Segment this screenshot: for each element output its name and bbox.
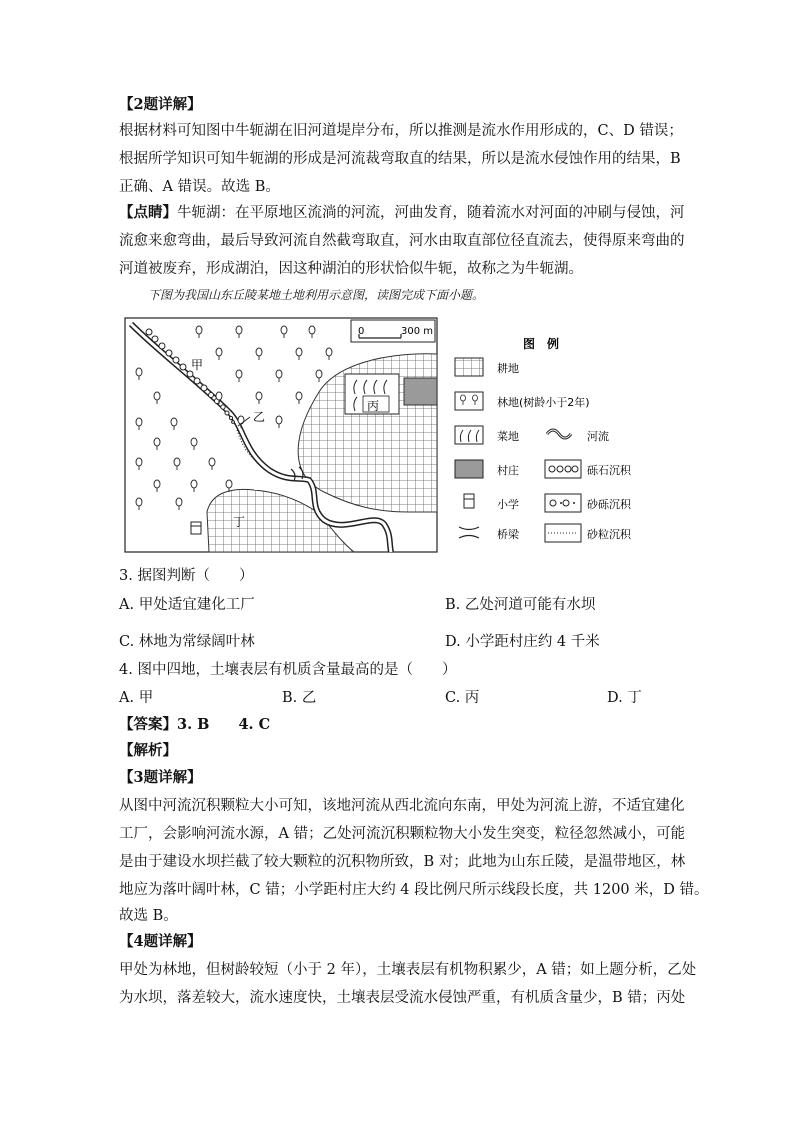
- legend-farmland: [455, 358, 519, 376]
- legend-sand: [545, 524, 632, 542]
- dianjing-line-2: 流愈来愈弯曲，最后导致河流自然截弯取直，河水由取直部位径直流去，使得原来弯曲的: [119, 233, 685, 249]
- q3-option-c[interactable]: C. 林地为常绿阔叶林: [119, 634, 255, 650]
- svg-text:耕地: 耕地: [497, 362, 519, 375]
- school-symbol: [191, 522, 201, 534]
- answer-line: 【答案】3. B 4. C: [119, 716, 271, 733]
- svg-text:村庄: 村庄: [497, 464, 519, 477]
- q4-stem: 4. 图中四地，土壤表层有机质含量最高的是（ ）: [119, 662, 457, 678]
- q4-option-c[interactable]: C. 丙: [445, 690, 480, 706]
- q2-line-3: 正确、A 错误。故选 B。: [119, 179, 280, 195]
- dianjing-line-1: [119, 203, 685, 223]
- svg-text:砂砾沉积: 砂砾沉积: [587, 498, 631, 511]
- svg-text:河流: 河流: [587, 430, 609, 443]
- q3-option-b[interactable]: B. 乙处河道可能有水坝: [445, 597, 596, 613]
- scale-bar: [351, 320, 435, 342]
- q4-line-2: 为水坝，落差较大，流水速度快，土壤表层受流水侵蚀严重，有机质含量少，B 错；丙处: [119, 990, 686, 1006]
- svg-text:林地(树龄小于2年): 林地(树龄小于2年): [497, 396, 590, 409]
- svg-text:菜地: 菜地: [497, 430, 519, 443]
- map-legend: [455, 336, 632, 542]
- dianjing-text-1: 牛轭湖：在平原地区流淌的河流，河曲发育，随着流水对河面的冲刷与侵蚀，河: [177, 205, 685, 221]
- legend-gravel: [545, 460, 632, 478]
- label-yi: 乙: [253, 410, 266, 424]
- svg-text:小学: 小学: [497, 498, 519, 511]
- legend-village: [455, 460, 519, 478]
- label-bing: 丙: [367, 399, 380, 413]
- q3-line-3: 是由于建设水坝拦截了较大颗粒的沉积物所致，B 对；此地为山东丘陵，是温带地区，林: [119, 854, 686, 870]
- q3-line-1: 从图中河流沉积颗粒大小可知，该地河流从西北流向东南，甲处为河流上游，不适宜建化: [119, 798, 685, 814]
- legend-river: [547, 429, 609, 443]
- land-use-map: [119, 312, 659, 556]
- legend-bridge: [459, 527, 520, 541]
- legend-forest: [455, 392, 590, 410]
- q4-option-a[interactable]: A. 甲: [119, 690, 154, 706]
- scale-end: 300 m: [401, 326, 434, 337]
- legend-school: [464, 494, 519, 511]
- village-square: [404, 378, 437, 405]
- dianjing-line-3: 河道被废弃，形成湖泊，因这种湖泊的形状恰似牛轭，故称之为牛轭湖。: [119, 261, 583, 277]
- q4-heading: 【4题详解】: [119, 933, 202, 950]
- q2-line-1: 根据材料可知图中牛轭湖在旧河道堤岸分布，所以推测是流水作用形成的，C、D 错误；: [119, 123, 683, 139]
- q4-option-d[interactable]: D. 丁: [607, 690, 642, 706]
- q2-heading: 【2题详解】: [119, 96, 202, 113]
- q3-heading: 【3题详解】: [119, 769, 202, 786]
- q3-option-d[interactable]: D. 小学距村庄约 4 千米: [445, 634, 600, 650]
- label-jia: 甲: [191, 358, 204, 372]
- q3-stem: 3. 据图判断（ ）: [119, 568, 254, 584]
- figure-caption: 下图为我国山东丘陵某地土地利用示意图，读图完成下面小题。: [148, 288, 485, 302]
- q4-option-b[interactable]: B. 乙: [282, 690, 317, 706]
- svg-text:砾石沉积: 砾石沉积: [587, 464, 631, 477]
- legend-vegetable: [455, 426, 519, 444]
- q3-line-5: 故选 B。: [119, 908, 178, 924]
- svg-text:砂粒沉积: 砂粒沉积: [587, 528, 631, 541]
- legend-title: 图 例: [523, 337, 560, 351]
- q3-line-2: 工厂，会影响河流水源，A 错；乙处河流沉积颗粒物大小发生突变，粒径忽然减小，可能: [119, 826, 686, 842]
- legend-sand-gravel: [545, 494, 632, 512]
- svg-text:桥梁: 桥梁: [497, 528, 519, 541]
- q4-line-1: 甲处为林地，但树龄较短（小于 2 年），土壤表层有机物积累少，A 错；如上题分析，乙处: [119, 962, 697, 978]
- scale-zero: 0: [358, 326, 365, 337]
- q2-line-2: 根据所学知识可知牛轭湖的形成是河流裁弯取直的结果，所以是流水侵蚀作用的结果，B: [119, 151, 681, 167]
- q3-line-4: 地应为落叶阔叶林，C 错；小学距村庄大约 4 段比例尺所示线段长度，共 1200 米，D 错。: [119, 882, 709, 898]
- analysis-heading: 【解析】: [119, 742, 177, 759]
- q3-option-a[interactable]: A. 甲处适宜建化工厂: [119, 597, 255, 613]
- label-ding: 丁: [233, 515, 246, 529]
- dianjing-label: 【点睛】: [119, 204, 177, 221]
